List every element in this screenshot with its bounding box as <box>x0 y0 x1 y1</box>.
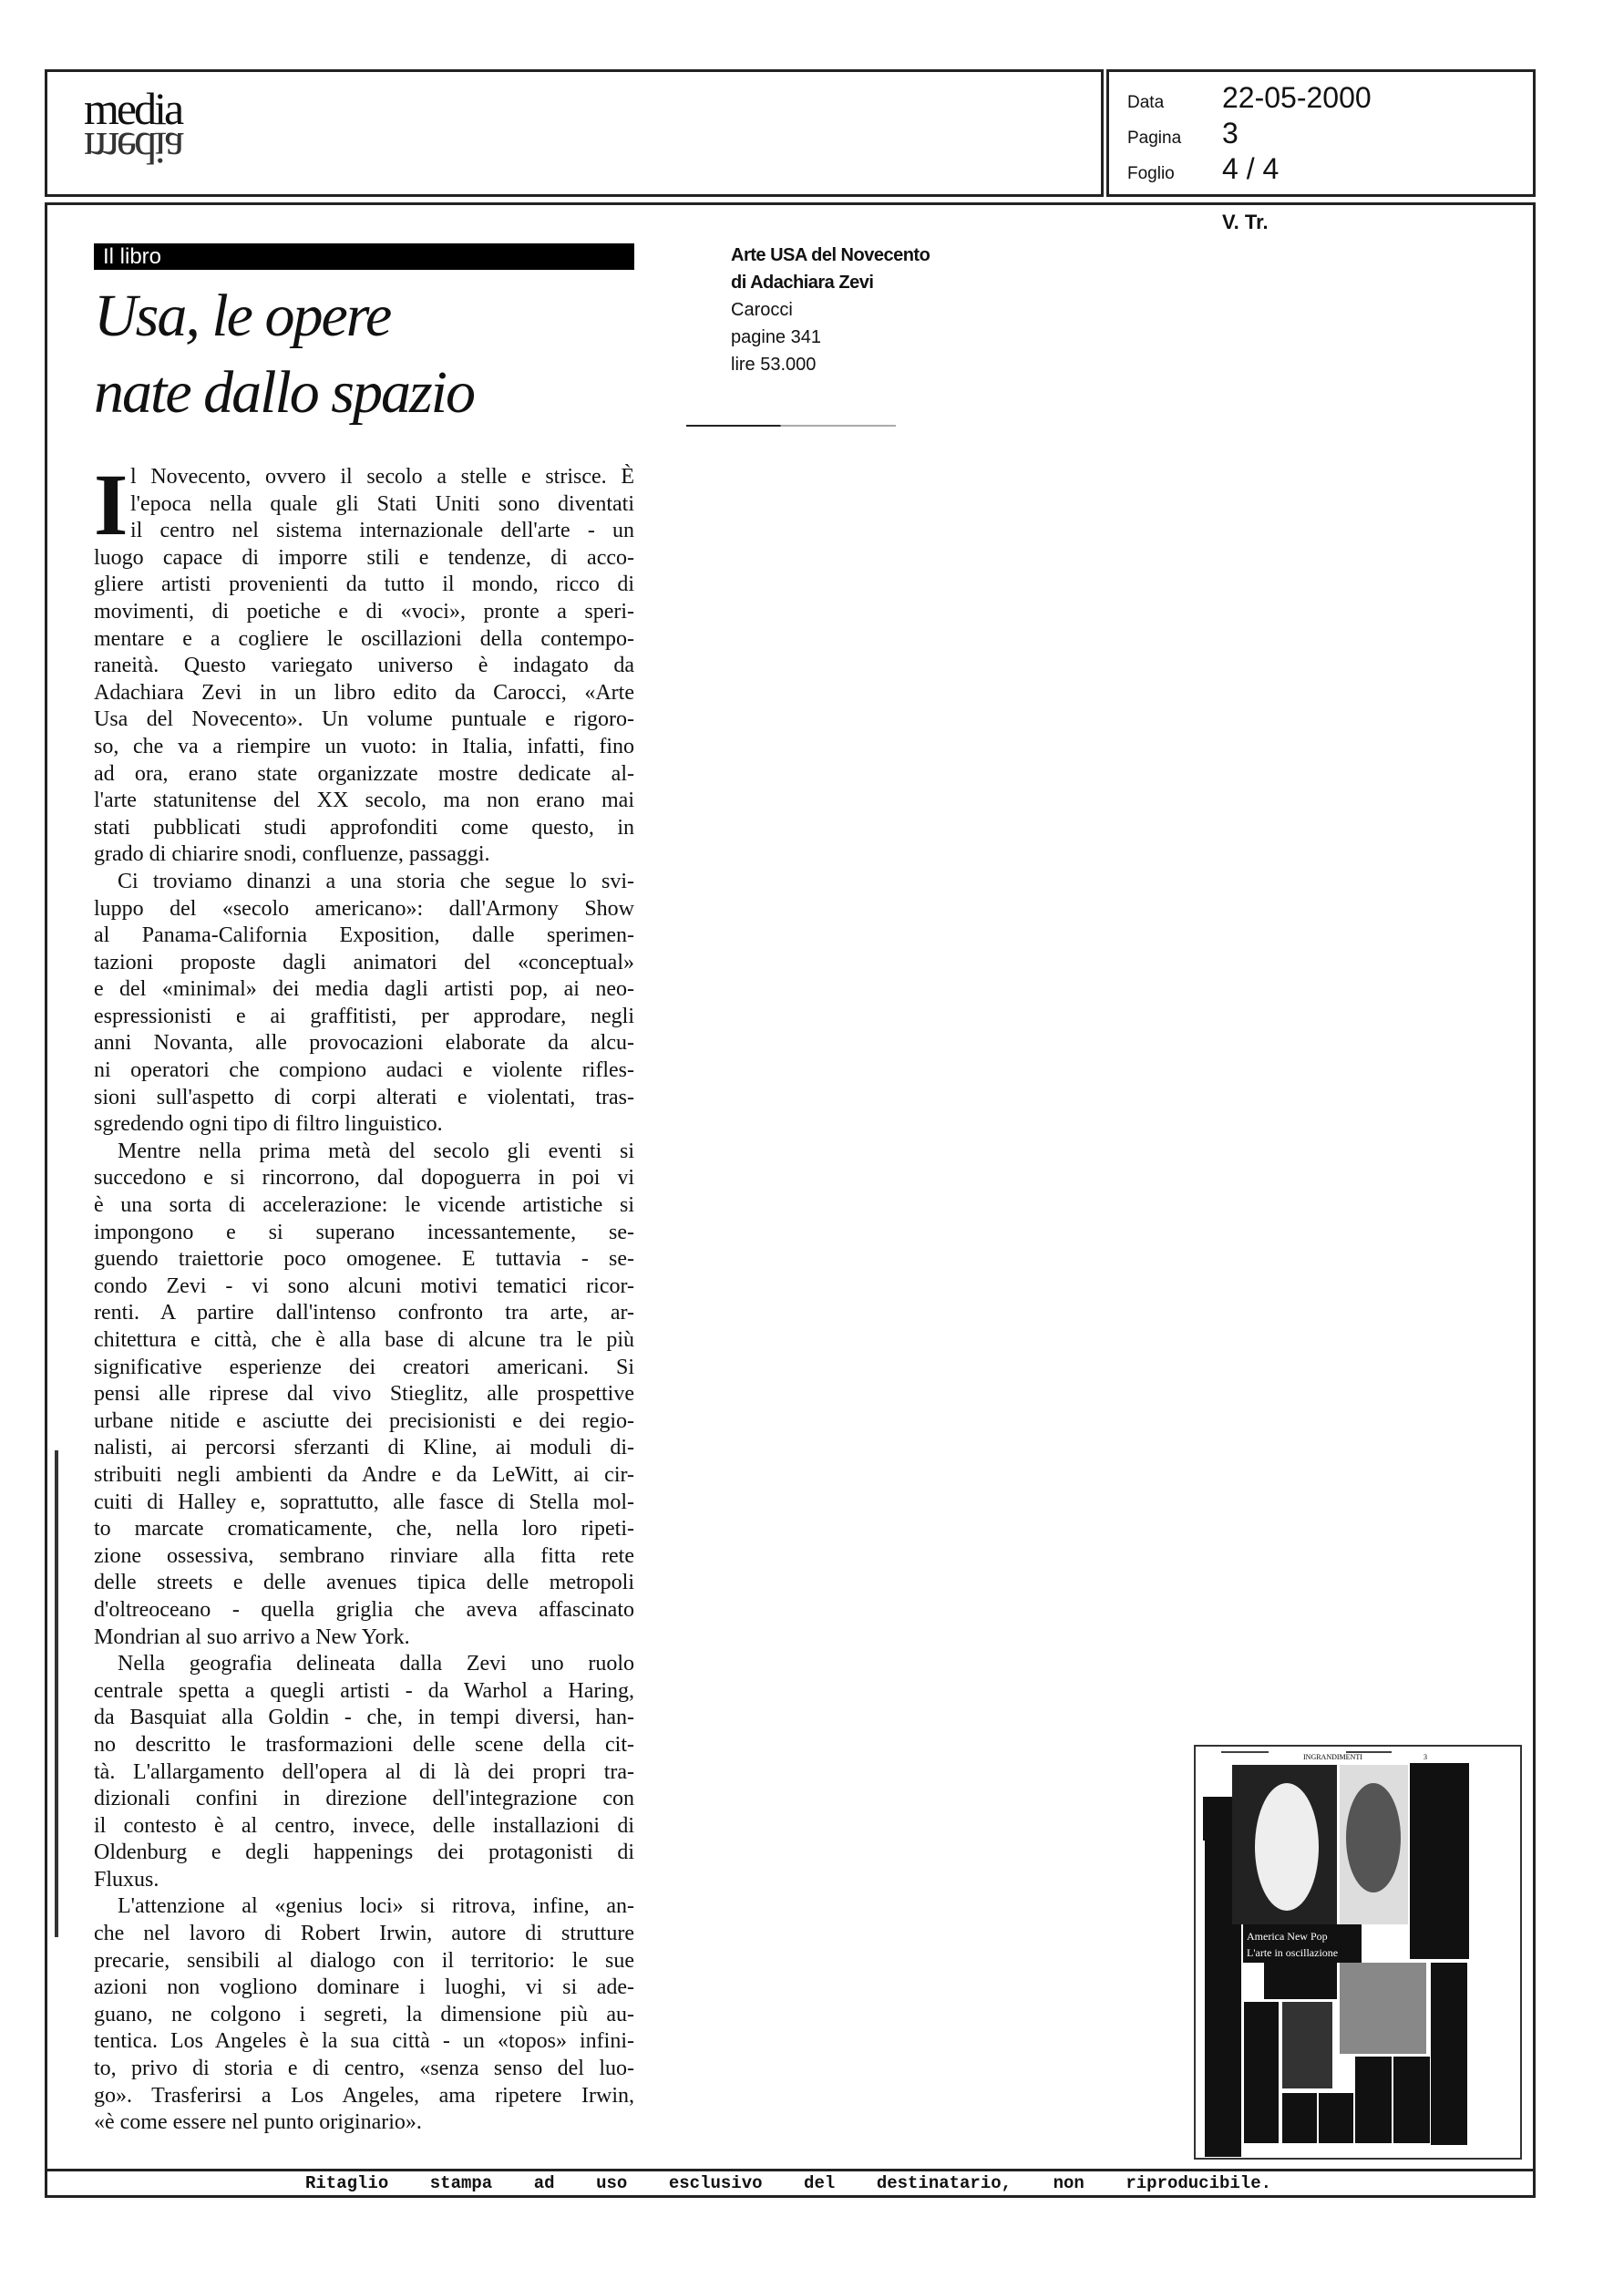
article-line: movimenti, di poetiche e di «voci», pronte a speri- <box>94 599 634 624</box>
article-line: Ci troviamo dinanzi a una storia che segue lo svi- <box>118 869 634 893</box>
article-line: Mentre nella prima metà del secolo gli eventi si <box>118 1139 634 1163</box>
meta-value: 4 / 4 <box>1222 152 1280 185</box>
thumbnail-image <box>1196 1747 1520 2158</box>
article-line: gliere artisti provenienti da tutto il mondo, ricco di <box>94 572 634 597</box>
article-line: Adachiara Zevi in un libro edito da Carocci, «Arte <box>94 680 634 705</box>
article-line: «è come essere nel punto originario». <box>94 2110 422 2135</box>
drop-cap: I <box>94 456 128 553</box>
article-line: stribuiti negli ambienti da Andre e da LeWitt, ai cir- <box>94 1462 634 1487</box>
article-line: tentica. Los Angeles è la sua città - un «topos» infini- <box>94 2029 634 2054</box>
article-line: raneità. Questo variegato universo è indagato da <box>94 654 634 678</box>
article-line: Oldenburg e degli happenings dei protagonisti di <box>94 1841 634 1865</box>
section-tag: Il libro <box>94 243 634 270</box>
divider-rule <box>686 425 896 427</box>
article-line: go». Trasferirsi a Los Angeles, ama ripetere Irwin, <box>94 2083 634 2108</box>
title-line: nate dallo spazio <box>94 359 475 426</box>
book-title: Arte USA del Novecento <box>731 245 930 265</box>
article-line: urbane nitide e asciutte dei precisionisti e dei regio- <box>94 1408 634 1433</box>
article-line: l'arte statunitense del XX secolo, ma non erano mai <box>94 789 634 813</box>
article-title <box>94 278 474 431</box>
meta-value: 3 <box>1222 117 1239 150</box>
article-line: ni operatori che compiono audaci e violente rifles- <box>94 1058 634 1083</box>
meta-sheet <box>1127 152 1279 186</box>
thumb-headline-1: America New Pop <box>1247 1930 1328 1943</box>
article-line: grado di chiarire snodi, confluenze, passaggi. <box>94 842 490 867</box>
meta-label: Foglio <box>1127 164 1175 183</box>
article-body <box>94 456 634 2137</box>
media-logo <box>84 83 182 174</box>
article-line: to, privo di storia e di centro, «senza senso del luo- <box>94 2057 634 2081</box>
article-line: anni Novanta, alle provocazioni elaborate da alcu- <box>94 1031 634 1056</box>
article-line: chitettura e città, che è alla base di alcune tra le più <box>94 1328 634 1352</box>
article-line: il centro nel sistema internazionale dell'arte - un <box>130 519 634 543</box>
title-line: Usa, le opere <box>94 283 391 349</box>
article-line: nalisti, ai percorsi sferzanti di Kline, ai moduli di- <box>94 1436 634 1460</box>
header-meta-panel <box>1106 69 1536 197</box>
article-line: succedono e si rincorrono, dal dopoguerra in poi vi <box>94 1166 634 1191</box>
meta-label: Pagina <box>1127 129 1182 148</box>
meta-value: 22-05-2000 <box>1222 81 1372 114</box>
thumb-masthead: INGRANDIMENTI <box>1303 1753 1362 1761</box>
header-logo-panel <box>45 69 1104 197</box>
article-line: condo Zevi - vi sono alcuni motivi tematici ricor- <box>94 1274 634 1298</box>
article-line: so, che va a riempire un vuoto: in Italia, infatti, fino <box>94 734 634 758</box>
article-line: tazioni proposte dagli animatori del «conceptual» <box>94 950 634 975</box>
book-pages: pagine 341 <box>731 327 821 347</box>
article-line: sioni sull'aspetto di corpi alterati e violentati, tras- <box>94 1085 634 1109</box>
article-line: pensi alle riprese dal vivo Stieglitz, alle prospettive <box>94 1382 634 1407</box>
article-line: dizionali confini in direzione dell'integrazione con <box>94 1787 634 1811</box>
article-line: è una sorta di accelerazione: le vicende artistiche si <box>94 1193 634 1218</box>
article-line: e del «minimal» dei media dagli artisti pop, ai neo- <box>94 977 634 1002</box>
article-line: luppo del «secolo americano»: dall'Armony Show <box>94 896 634 921</box>
article-line: Mondrian al suo arrivo a New York. <box>94 1624 410 1649</box>
book-price: lire 53.000 <box>731 355 817 375</box>
article-line: ad ora, erano state organizzate mostre dedicate al- <box>94 761 634 786</box>
article-line: zione ossessiva, sembrano rinviare alla fitta rete <box>94 1543 634 1568</box>
article-line: Fluxus. <box>94 1867 159 1892</box>
article-line: centrale spetta a quegli artisti - da Warhol a Haring, <box>94 1678 634 1703</box>
book-author: di Adachiara Zevi <box>731 273 874 293</box>
thumb-headline-2: L'arte in oscillazione <box>1247 1946 1339 1959</box>
book-publisher: Carocci <box>731 300 793 320</box>
author-initials: V. Tr. <box>1222 211 1269 233</box>
article-line: impongono e si superano incessantemente, se- <box>94 1220 634 1244</box>
article-line: significative esperienze dei creatori americani. Si <box>94 1355 634 1379</box>
article-line: Usa del Novecento». Un volume puntuale e rigoro- <box>94 707 634 732</box>
article-line: Nella geografia delineata dalla Zevi uno ruolo <box>118 1652 634 1676</box>
article-line: L'attenzione al «genius loci» si ritrova, infine, an- <box>118 1894 634 1919</box>
article-line: renti. A partire dall'intenso confronto tra arte, ar- <box>94 1301 634 1325</box>
article-line: al Panama-California Exposition, dalle sperimen- <box>94 923 634 948</box>
article-line: sgredendo ogni tipo di filtro linguistico. <box>94 1112 443 1137</box>
meta-page <box>1127 117 1239 150</box>
article-clipping <box>45 202 1536 2171</box>
footer-notice: Ritaglio stampa ad uso esclusivo del destinatario, non riproducibile. <box>305 2173 1271 2193</box>
book-info <box>731 242 930 378</box>
article-line: guano, ne colgono i segreti, la dimensione più au- <box>94 2002 634 2026</box>
margin-marker <box>55 1450 58 1937</box>
article-line: azioni non vogliono dominare i luoghi, vi si ade- <box>94 1975 634 2000</box>
logo-text: media <box>84 83 182 134</box>
article-line: l'epoca nella quale gli Stati Uniti sono diventati <box>130 491 634 516</box>
article-line: l Novecento, ovvero il secolo a stelle e strisce. È <box>130 465 634 489</box>
article-line: cuiti di Halley e, soprattutto, alle fasce di Stella mol- <box>94 1490 634 1514</box>
footer-notice-bar <box>45 2169 1536 2198</box>
logo-mirror: media <box>84 123 182 174</box>
article-line: il contesto è al centro, invece, delle installazioni di <box>94 1813 634 1838</box>
meta-date <box>1127 81 1372 115</box>
article-line: mentare e a cogliere le oscillazioni della contempo- <box>94 626 634 651</box>
article-line: da Basquiat alla Goldin - che, in tempi diversi, han- <box>94 1706 634 1730</box>
article-line: luogo capace di imporre stili e tendenze, di acco- <box>94 545 634 570</box>
article-line: no descritto le trasformazioni delle scene della cit- <box>94 1732 634 1757</box>
article-line: precarie, sensibili al dialogo con il territorio: le sue <box>94 1948 634 1973</box>
newspaper-page-thumbnail <box>1194 1745 1522 2160</box>
article-line: stati pubblicati studi approfonditi come questo, in <box>94 815 634 840</box>
article-line: delle streets e delle avenues tipica delle metropoli <box>94 1571 634 1595</box>
thumb-page-number: 3 <box>1424 1753 1427 1761</box>
article-line: che nel lavoro di Robert Irwin, autore di strutture <box>94 1922 634 1946</box>
article-line: tà. L'allargamento dell'opera al di là dei propri tra- <box>94 1759 634 1784</box>
meta-label: Data <box>1127 93 1165 112</box>
article-line: guendo traiettorie poco omogenee. E tuttavia - se- <box>94 1247 634 1272</box>
article-line: d'oltreoceano - quella griglia che aveva affascinato <box>94 1597 634 1622</box>
article-line: to marcate cromaticamente, che, nella loro ripeti- <box>94 1517 634 1542</box>
article-line: espressionisti e ai graffitisti, per approdare, negli <box>94 1004 634 1028</box>
